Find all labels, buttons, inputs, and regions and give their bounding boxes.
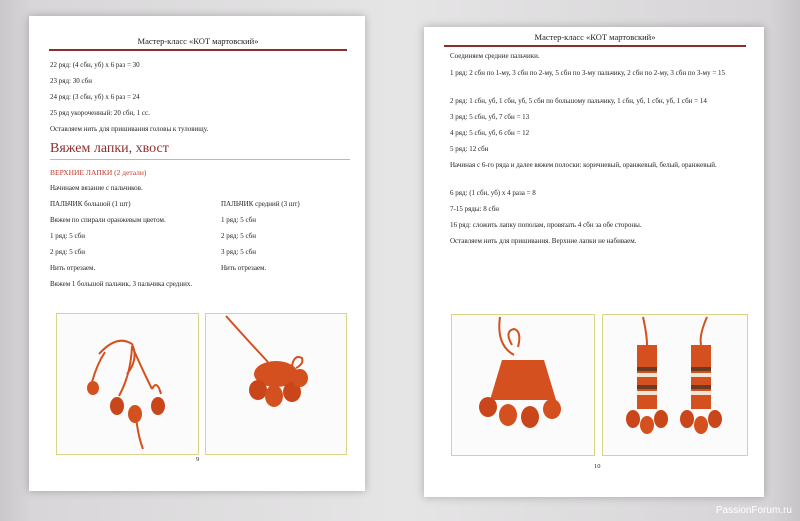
section-title — [50, 141, 350, 160]
section-underline — [50, 159, 350, 160]
row-22: 22 ряд: (4 сбн, уб) х 6 раз = 30 — [50, 61, 140, 69]
col1-line: 1 ряд: 5 сбн — [50, 232, 85, 240]
text-row: Начиная с 6-го ряда и далее вяжем полоски: коричневый, оранжевый, белый, оранжевый. — [450, 161, 717, 169]
col2-line: 1 ряд: 5 сбн — [221, 216, 256, 224]
right-page — [424, 27, 764, 497]
photo-striped-paws — [602, 314, 748, 456]
watermark: PassionForum.ru — [715, 505, 792, 516]
page-header — [49, 36, 347, 51]
page-number: 10 — [594, 463, 601, 470]
header-rule — [49, 49, 347, 51]
text-row: Оставляем нить для пришивания. Верхние лапки не набиваем. — [450, 237, 637, 245]
text-row: 7-15 ряды: 8 сбн — [450, 205, 500, 213]
section-title-text: Вяжем лапки, хвост — [50, 141, 169, 156]
col2-heading: ПАЛЬЧИК средний (3 шт) — [221, 200, 300, 208]
row-25: 25 ряд укороченный: 20 сбн, 1 сс. — [50, 109, 150, 117]
col1-line: Вяжем по спирали оранжевым цветом. — [50, 216, 166, 224]
photo-joined-paw — [205, 313, 347, 455]
text-row: 5 ряд: 12 сбн — [450, 145, 489, 153]
text-row: 3 ряд: 5 сбн, уб, 7 сбн = 13 — [450, 113, 530, 121]
col2-line: Нить отрезаем. — [221, 264, 267, 272]
photo-paw — [451, 314, 595, 456]
text-row: 4 ряд: 5 сбн, уб, 6 сбн = 12 — [450, 129, 530, 137]
left-page — [29, 16, 365, 491]
text-row: 16 ряд: сложить лапку пополам, провязать 4 сбн за обе стороны. — [450, 221, 642, 229]
col2-line: 3 ряд: 5 сбн — [221, 248, 256, 256]
text-row: 2 ряд: 1 сбн, уб, 1 сбн, уб, 5 сбн по большому пальчику, 1 сбн, уб, 1 сбн, уб, 1 сбн = 14 — [450, 97, 707, 105]
row-note: Оставляем нить для пришивания головы к туловищу. — [50, 125, 209, 133]
header-title: Мастер-класс «КОТ мартовский» — [534, 32, 656, 42]
row-24: 24 ряд: (3 сбн, уб) х 6 раз = 24 — [50, 93, 140, 101]
header-title: Мастер-класс «КОТ мартовский» — [137, 36, 259, 46]
joined-paw-illustration — [206, 314, 346, 454]
text-row: 1 ряд: 2 сбн по 1-му, 3 сбн по 2-му, 5 сбн по 3-му пальчику, 2 сбн по 2-му, 3 сбн по 3-му = 15 — [450, 69, 726, 77]
page-number: 9 — [196, 456, 200, 463]
row-23: 23 ряд: 30 сбн — [50, 77, 92, 85]
page-header — [444, 32, 746, 47]
footer-note: Вяжем 1 большой пальчик, 3 пальчика средних. — [50, 280, 193, 288]
col1-heading: ПАЛЬЧИК большой (1 шт) — [50, 200, 131, 208]
col1-line: Нить отрезаем. — [50, 264, 96, 272]
col2-line: 2 ряд: 5 сбн — [221, 232, 256, 240]
subtitle: ВЕРХНИЕ ЛАПКИ (2 детали) — [50, 168, 147, 177]
col1-line: 2 ряд: 5 сбн — [50, 248, 85, 256]
text-row: Соединяем средние пальчики. — [450, 52, 540, 60]
text-row: 6 ряд: (1 сбн, уб) х 4 раза = 8 — [450, 189, 536, 197]
photo-fingers — [56, 313, 199, 455]
striped-paws-illustration — [603, 315, 747, 455]
intro-text: Начинаем вязание с пальчиков. — [50, 184, 143, 192]
header-rule — [444, 45, 746, 47]
fingers-illustration — [57, 314, 198, 454]
paw-illustration — [452, 315, 594, 455]
